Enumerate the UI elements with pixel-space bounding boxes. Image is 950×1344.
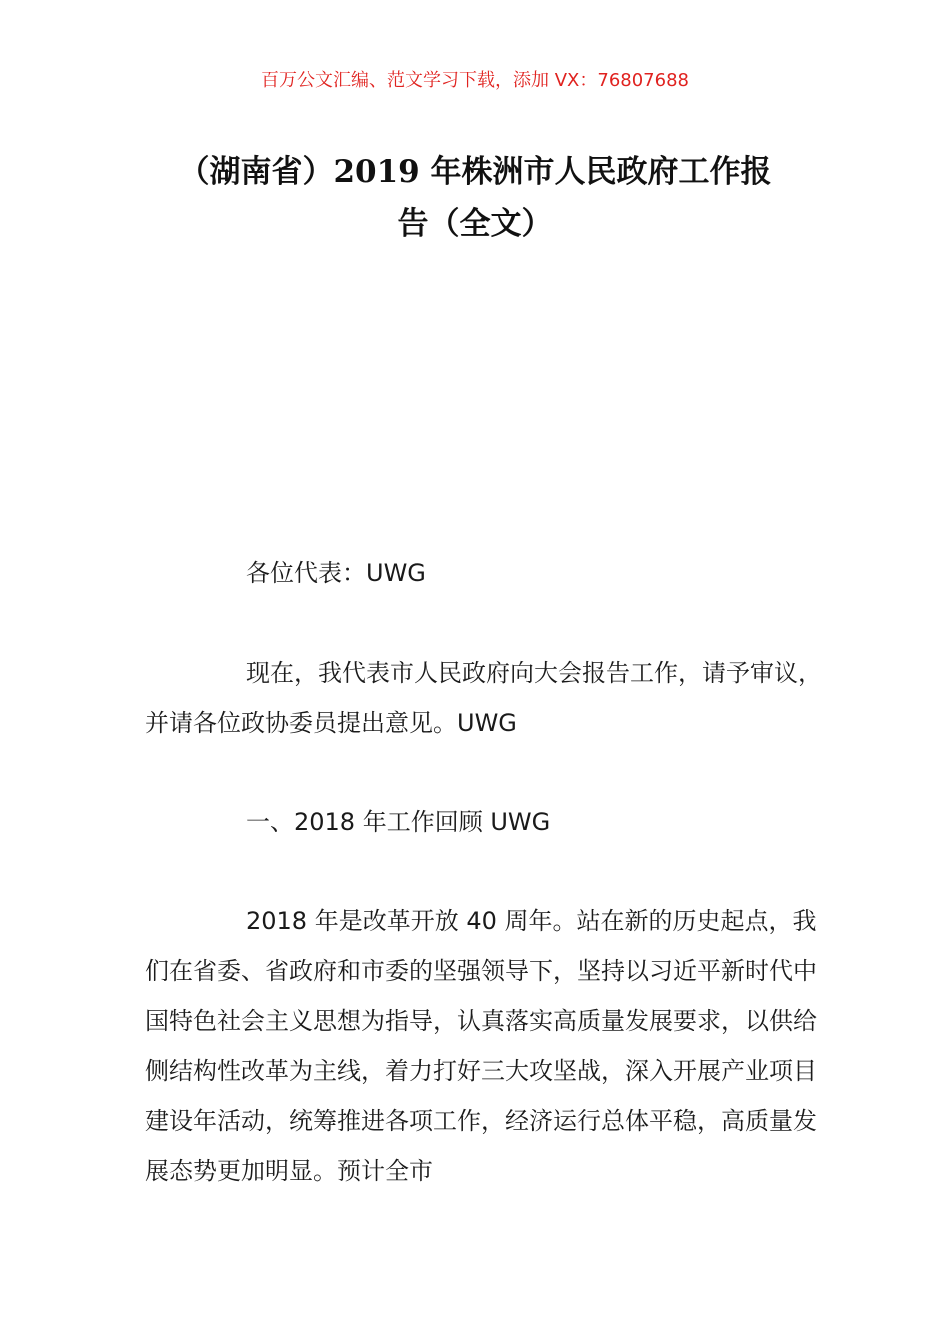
section-heading: 一、2018 年工作回顾 UWG [246, 808, 551, 836]
header-banner: 百万公文汇编、范文学习下载，添加 VX：76807688 [261, 70, 689, 91]
intro-block [145, 648, 830, 748]
section-heading-block [145, 797, 830, 847]
document-title [130, 146, 820, 250]
intro-paragraph: 现在，我代表市人民政府向大会报告工作，请予审议，并请各位政协委员提出意见。UWG [145, 659, 822, 737]
review-paragraph: 2018 年是改革开放 40 周年。站在新的历史起点，我们在省委、省政府和市委的坚强领导下，坚持以习近平新时代中国特色社会主义思想为指导，认真落实高质量发展要求，以供给侧结构性改革为主线，着力打好三大攻坚战，深入开展产业项目建设年活动，统筹推进各项工作，经济运行总体平稳，高质量发展态势更加明显。预计全市 [145, 907, 817, 1185]
salutation-block [145, 548, 830, 598]
document-title-line-1: （湖南省）2019 年株洲市人民政府工作报 [178, 154, 772, 190]
review-block [145, 896, 830, 1196]
salutation: 各位代表：UWG [246, 559, 426, 587]
document-title-line-2: 告（全文） [397, 206, 553, 242]
